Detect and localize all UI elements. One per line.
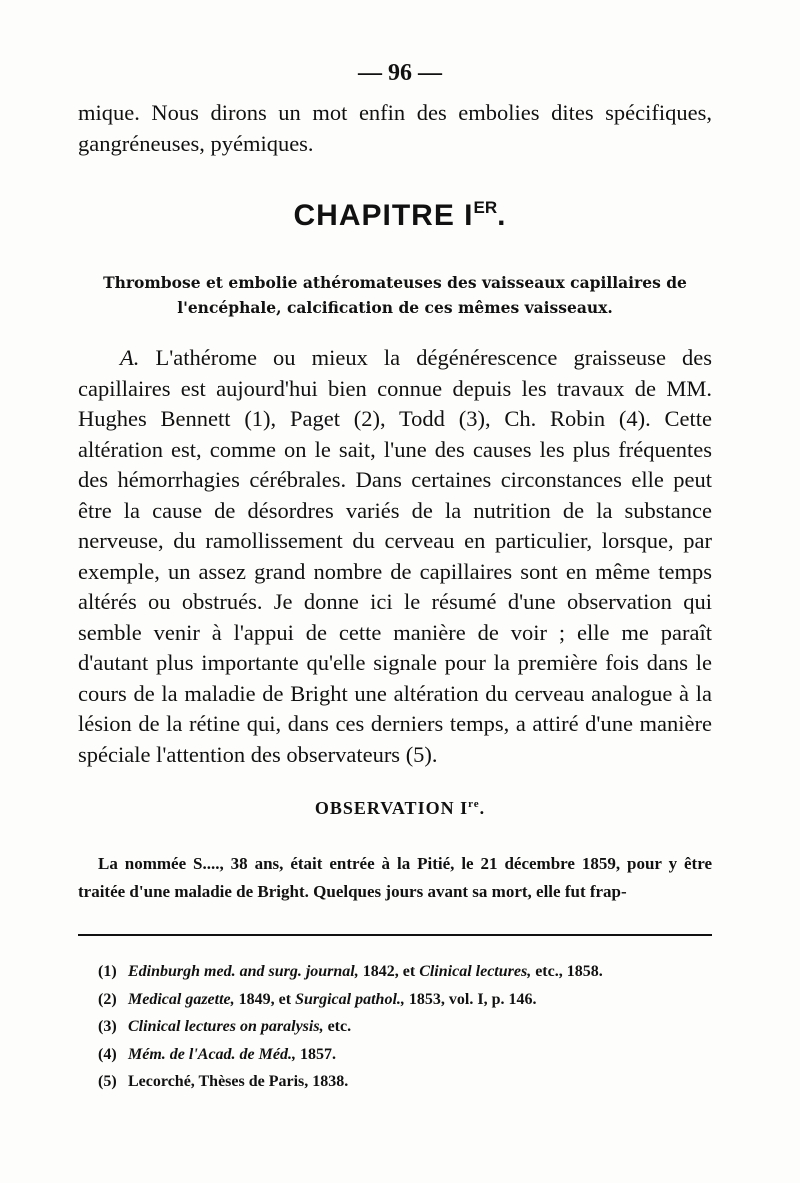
observation-heading: OBSERVATION Ire. — [314, 798, 486, 818]
footnote — [98, 986, 718, 1014]
body-paragraph — [78, 343, 712, 770]
intro-text: mique. Nous dirons un mot enfin des embolies dites spécifiques, gangréneuses, pyémiques. — [78, 100, 712, 156]
chapter-title-text: CHAPITRE I — [293, 199, 474, 232]
chapter-subtitle: Thrombose et embolie athéromateuses des vaisseaux capillaires de l'encéphale, calcification de ces mêmes vaisseaux. — [103, 273, 687, 317]
observation-heading-sup: re — [468, 798, 480, 810]
observation-heading-text: OBSERVATION I — [314, 798, 469, 818]
footnote-rest: etc. — [323, 1018, 352, 1035]
footnote-number: (4) — [98, 1045, 117, 1063]
footnote-rest-2: 1853, vol. I, p. 146. — [404, 990, 537, 1008]
footnote-divider — [78, 934, 712, 936]
footnote-title-2: Clinical lectures, — [419, 963, 532, 980]
footnote-rest: 1842, et — [358, 963, 420, 980]
footnote-rest: Lecorché, Thèses de Paris, 1838. — [128, 1073, 349, 1090]
footnote-title: Mém. de l'Acad. de Méd., — [128, 1045, 296, 1063]
footnote-number: (3) — [98, 1018, 117, 1035]
footnote-title-2: Surgical pathol., — [295, 990, 405, 1008]
footnote-title: Medical gazette, — [128, 990, 235, 1008]
footnote-rest-2: etc., 1858. — [531, 963, 603, 980]
body-text: L'athérome ou mieux la dégénérescence graisseuse des capillaires est aujourd'hui bien connue depuis les travaux de MM. Hughes Bennett (1), Paget (2), Todd (3), Ch. Robin (4). Cette altération est, comme on le sait, l'une des causes les plus fréquentes des hémorrhagies cérébrales. Dans certaines circonstances elle peut être la cause de désordres variés de la nutrition de la substance nerveuse, du ramollissement du cerveau en particulier, lorsque, par exemple, un assez grand nombre de capillaires sont en même temps altérés ou obstrués. Je donne ici le résumé d'une observation qui semble venir à l'appui de cette manière de voir ; elle me paraît d'autant plus importante qu'elle signale pour la première fois dans le cours de la maladie de Bright une altération du cerveau analogue à la lésion de la rétine qui, dans ces derniers temps, a attiré d'une manière spéciale l'attention des observateurs (5). — [78, 345, 712, 767]
intro-paragraph — [78, 98, 712, 159]
footnote — [98, 1068, 718, 1096]
footnote-title: Edinburgh med. and surg. journal, — [128, 963, 359, 980]
footnotes-list — [98, 958, 718, 1096]
footnote-rest: 1857. — [295, 1045, 336, 1063]
page-number: — 96 — — [358, 60, 442, 86]
footnote-number: (1) — [98, 963, 117, 980]
footnote-number: (5) — [98, 1073, 117, 1090]
footnote — [98, 958, 718, 986]
observation-text: La nommée S...., 38 ans, était entrée à la Pitié, le 21 décembre 1859, pour y être traitée d'une maladie de Bright. Quelques jours avant sa mort, elle fut frap- — [78, 854, 712, 901]
paragraph-marker: A. — [120, 345, 140, 370]
footnote-rest: 1849, et — [234, 990, 296, 1008]
chapter-title: CHAPITRE IER. — [293, 198, 507, 232]
footnote — [98, 1041, 718, 1069]
chapter-title-sup: ER — [473, 198, 498, 217]
footnote-number: (2) — [98, 990, 117, 1008]
footnote-title: Clinical lectures on paralysis, — [128, 1018, 324, 1035]
footnote — [98, 1013, 718, 1041]
